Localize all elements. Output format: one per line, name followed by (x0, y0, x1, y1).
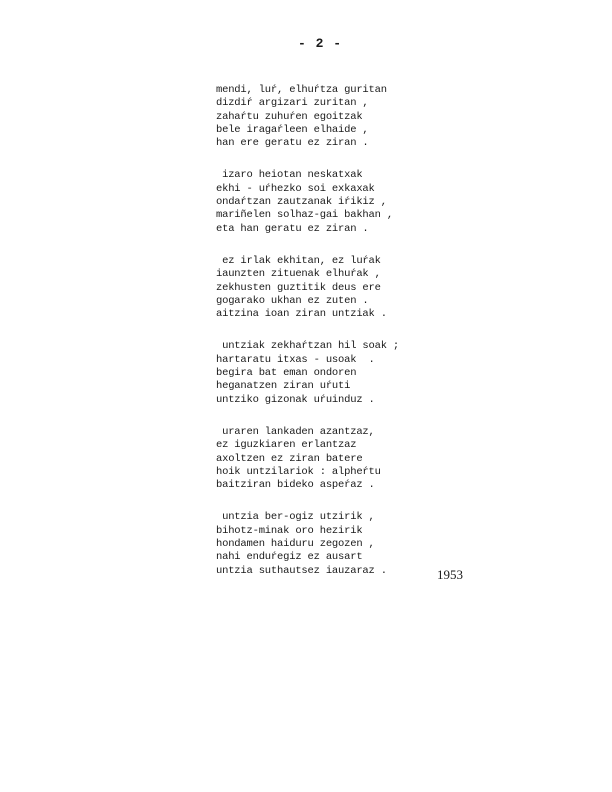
poem-line: ondaŕtzan zautzanak iŕikiz , (216, 196, 387, 209)
poem-line: han ere geratu ez ziran . (216, 137, 369, 150)
poem-line: untzia ber-ogiz utzirik , (216, 511, 375, 524)
poem-line: untziak zekhaŕtzan hil soak ; (216, 340, 400, 353)
page-number: - 2 - (297, 36, 342, 51)
poem-line: untziko gizonak uŕuinduz . (216, 393, 375, 406)
poem-line: dizdiŕ argizari zuritan , (216, 97, 369, 110)
stanza (216, 84, 476, 150)
poem-line: bele iragaŕleen elhaide , (216, 123, 369, 136)
poem-line: heganatzen ziran uŕuti (216, 380, 351, 393)
poem-line: bihotz-minak oro hezirik (216, 524, 363, 537)
year: 1953 (437, 567, 463, 582)
stanza (216, 255, 476, 321)
poem-line: ez iguzkiaren erlantzaz (216, 439, 357, 452)
poem-line: untzia suthautsez iauzaraz . (216, 564, 387, 577)
poem-line: zekhusten guztitik deus ere (216, 281, 381, 294)
poem-line: nahi enduŕegiz ez ausart (216, 551, 363, 564)
poem (216, 84, 476, 597)
poem-line: ekhi - uŕhezko soi exkaxak (216, 182, 375, 195)
poem-line: mendi, luŕ, elhuŕtza guritan (216, 84, 387, 96)
poem-line: baitziran bideko aspeŕaz . (216, 479, 375, 492)
poem-line: hartaratu itxas - usoak . (216, 353, 375, 366)
poem-line: uraren lankaden azantzaz, (216, 425, 375, 438)
poem-line: zahaŕtu zuhuŕen egoitzak (216, 110, 363, 123)
poem-line: eta han geratu ez ziran . (216, 222, 369, 235)
poem-line: izaro heiotan neskatxak (216, 169, 363, 182)
poem-line: axoltzen ez ziran batere (216, 452, 363, 465)
stanza (216, 340, 476, 406)
poem-line: ez irlak ekhitan, ez luŕak (216, 254, 381, 267)
poem-line: aitzina ioan ziran untziak . (216, 308, 387, 321)
poem-line: begira bat eman ondoren (216, 367, 357, 380)
poem-line: gogarako ukhan ez zuten . (216, 294, 369, 307)
stanza (216, 426, 476, 492)
poem-line: hoik untzilariok : alpheŕtu (216, 465, 381, 478)
poem-line: iaunzten zituenak elhuŕak , (216, 268, 381, 281)
poem-line: mariñelen solhaz-gai bakhan , (216, 209, 393, 222)
stanza (216, 169, 476, 235)
poem-line: hondamen haiduru zegozen , (216, 538, 375, 551)
